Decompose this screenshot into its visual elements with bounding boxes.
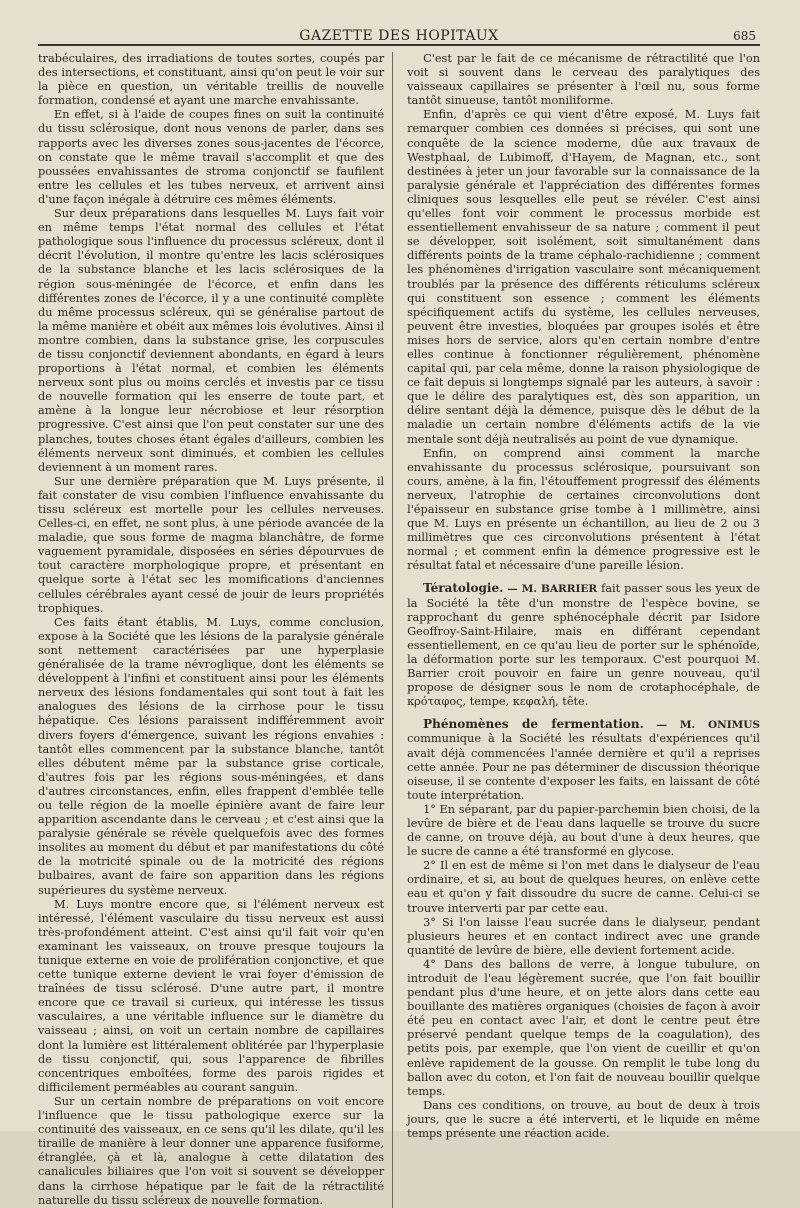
paragraph: C'est par le fait de ce mécanisme de rétractilité que l'on voit si souvent dans le cerveau des paralytiques des vaisseaux capillaires se présenter à l'œil nu, sous forme tantôt sinueuse, tantôt moniliforme. <box>407 52 760 108</box>
section-author: — M. ONIMUS <box>656 719 761 732</box>
page-number: 685 <box>733 29 756 43</box>
paragraph: M. Luys montre encore que, si l'élément nerveux est intéressé, l'élément vasculaire du tissu nerveux est aussi très-profondément atteint. C'est ainsi qu'il fait voir qu'en examinant les vaisseaux, on trouve presque toujours la tunique externe en voie de prolifération conjonctive, et que cette tunique externe devient le vrai foyer d'émission de traînées de tissu sclérosé. D'une autre part, il montre encore que ce travail si curieux, qui intéresse les tissus vasculaires, a une véritable influence sur le diamètre du vaisseau ; ainsi, on voit un certain nombre de capillaires dont la lumière est littéralement oblitérée par l'hyperplasie de tissu conjonctif, qui, sous l'apparence de fibrilles concentriques emboîtées, forme des parois rigides et difficilement perméables au courant sanguin. <box>38 897 385 1094</box>
section-text: communique à la Société les résultats d'expériences qu'il avait déjà commencées l'année dernière et qu'il a reprises cette année. Pour ne pas déterminer de discussion théorique oiseuse, il se contente d'exposer les faits, en laissant de côté toute interprétation. <box>407 732 760 802</box>
list-item: 1° En séparant, par du papier-parchemin bien choisi, de la levûre de bière et de l'eau dans laquelle se trouve du sucre de canne, on trouve déjà, au bout d'une à deux heures, que le sucre de canne a été transformé en glycose. <box>407 802 760 859</box>
section-teratologie <box>407 581 760 709</box>
paragraph: Sur une dernière préparation que M. Luys présente, il fait constater de visu combien l'influence envahissante du tissu scléreux est mortelle pour les cellules nerveuses. Celles-ci, en effet, ne sont plus, à une période avancée de la maladie, que sous forme de magma blanchâtre, de forme vaguement pyramidale, disposées en séries dépourvues de tout caractère morphologique propre, et présentant en quelque sorte à l'état sec les momifications d'anciennes cellules cérébrales ayant cessé de jouir de leurs propriétés trophiques. <box>38 474 385 615</box>
section-paragraph <box>407 581 760 709</box>
right-column <box>405 52 760 1208</box>
list-item: 2° Il en est de même si l'on met dans le dialyseur de l'eau ordinaire, et si, au bout de quelques heures, on enlève cette eau et qu'on y fait dissoudre du sucre de canne. Celui-ci se trouve interverti par par cette eau. <box>407 859 760 915</box>
paragraph: Sur deux préparations dans lesquelles M. Luys fait voir en même temps l'état normal des cellules et l'état pathologique sous l'influence du processus scléreux, dont il décrit l'évolution, il montre qu'entre les lacis sclérosiques de la substance blanche et les lacis sclérosiques de la région sous-méningée de l'écorce, et enfin dans les différentes zones de l'écorce, il y a une continuité complète du même processus scléreux, qui se généralise partout de la même manière et obéit aux mêmes lois évolutives. Ainsi il montre combien, dans la substance grise, les corpuscules de tissu conjonctif deviennent abondants, en égard à leurs proportions à l'état normal, et combien les éléments nerveux sont plus ou moins cerclés et investis par ce tissu de nouvelle formation qui les enserre de toute part, et amène à la longue leur nécrobiose et leur résorption progressive. C'est ainsi que l'on peut constater sur une des planches, toutes choses étant égales d'ailleurs, combien les éléments nerveux sont diminués, et combien les cellules deviennent à un moment rares. <box>38 207 385 474</box>
journal-title: GAZETTE DES HOPITAUX <box>299 28 499 44</box>
paragraph: En effet, si à l'aide de coupes fines on suit la continuité du tissu sclérosique, dont nous venons de parler, dans ses rapports avec les diverses zones sous-jacentes de l'écorce, on constate que le même travail s'accomplit et que des poussées envahissantes de stroma conjonctif se faufilent entre les cellules et les tubes nerveux, et arrivent ainsi d'une façon inégale à détruire ces mêmes éléments. <box>38 108 385 206</box>
paragraph: trabéculaires, des irradiations de toutes sortes, coupés par des intersections, et constituant, ainsi qu'on peut le voir sur la pièce en question, un véritable treillis de nouvelle formation, condensé et ayant une marche envahissante. <box>38 52 385 108</box>
page-header <box>38 0 760 46</box>
list-item: 3° Si l'on laisse l'eau sucrée dans le dialyseur, pendant plusieurs heures et en contact indirect avec une grande quantité de levûre de bière, elle devient fortement acide. <box>407 915 760 957</box>
section-fermentation <box>407 717 760 1141</box>
section-author: — M. BARRIER <box>507 583 598 596</box>
paragraph: Enfin, on comprend ainsi comment la marche envahissante du processus sclérosique, poursuivant son cours, amène, à la fin, l'étouffement progressif des éléments nerveux, l'atrophie de certaines circonvolutions dont l'épaisseur en substance grise tombe à 1 millimètre, ainsi que M. Luys en présente un échantillon, au lieu de 2 ou 3 millimètres que ces circonvolutions présentent à l'état normal ; et comment enfin la démence progressive est le résultat fatal et nécessaire d'une pareille lésion. <box>407 446 760 573</box>
section-title: Tératologie. <box>423 581 504 596</box>
two-column-body <box>38 52 760 1208</box>
section-title: Phénomènes de fermentation. <box>423 717 644 732</box>
section-text: fait passer sous les yeux de la Société la tête d'un monstre de l'espèce bovine, se rapprochant du genre sphénocéphale décrit par Isidore Geoffroy-Saint-Hilaire, mais en différant cependant essentiellement, en ce qu'au lieu de porter sur le sphénoïde, la déformation porte sur les temporaux. C'est pourquoi M. Barrier croit pouvoir en faire un genre nouveau, qu'il propose de désigner sous le nom de crotaphocéphale, de κρόταφος, tempe, κεφαλή, tête. <box>407 582 761 709</box>
section-paragraph <box>407 717 760 803</box>
paragraph: Dans ces conditions, on trouve, au bout de deux à trois jours, que le sucre a été interverti, et le liquide en même temps présente une réaction acide. <box>407 1098 760 1141</box>
paragraph: Sur un certain nombre de préparations on voit encore l'influence que le tissu pathologique exerce sur la continuité des vaisseaux, en ce sens qu'il les dilate, qu'il les tiraille de manière à leur donner une apparence fusiforme, étranglée, çà et là, analogue à cette dilatation des canalicules biliaires que l'on voit si souvent se développer dans la cirrhose hépatique par le fait de la rétractilité naturelle du tissu scléreux de nouvelle formation. <box>38 1094 385 1207</box>
paragraph: Enfin, d'après ce qui vient d'être exposé, M. Luys fait remarquer combien ces données si précises, qui sont une conquête de la science moderne, dûe aux travaux de Westphaal, de Lubimoff, d'Hayem, de Magnan, etc., sont destinées à jeter un jour favorable sur la connaissance de la paralysie générale et l'appréciation des différentes formes cliniques sous lesquelles elle peut se révéler. C'est ainsi qu'elles font voir comment le processus morbide est essentiellement envahisseur de sa nature ; comment il peut se développer, soit isolément, soit simultanément dans différents points de la trame céphalo-rachidienne ; comment les phénomènes d'irrigation vasculaire sont mécaniquement troublés par la présence des différents réticulums scléreux qui constituent son essence ; comment les éléments spécifiquement actifs du système, les cellules nerveuses, peuvent être investies, bloquées par groupes isolés et être mises hors de service, alors qu'en certain nombre d'entre elles continue à fonctionner régulièrement, phénomène capital qui, par cela même, donne la raison physiologique de ce fait depuis si longtemps signalé par les auteurs, à savoir : que le délire des paralytiques est, dès son apparition, un délire sentant déjà la démence, puisque dès le début de la maladie un certain nombre d'éléments actifs de la vie mentale sont déjà neutralisés au point de vue dynamique. <box>407 108 760 446</box>
paragraph: Ces faits étant établis, M. Luys, comme conclusion, expose à la Société que les lésions de la paralysie générale sont nettement caractérisées par une hyperplasie généralisée de la trame névroglique, dont les éléments se développent à l'infini et constituent ainsi pour les éléments nerveux des lésions fondamentales qui sont tout à fait les analogues des lésions de la cirrhose pour le tissu hépatique. Ces lésions paraissent indifféremment avoir divers foyers d'émergence, suivant les régions envahies : tantôt elles commencent par la substance blanche, tantôt elles débutent même par la substance grise corticale, d'autres fois par les régions sous-méningées, et dans d'autres circonstances, enfin, elles frappent d'emblée telle ou telle région de la moelle épinière avant de faire leur apparition ascendante dans le cerveau ; et c'est ainsi que la paralysie générale se révèle quelquefois avec des formes insolites au moment du début et par manifestations du côté de la motricité spinale ou de la motricité des régions bulbaires, avant de faire son apparition dans les régions supérieures du système nerveux. <box>38 615 385 897</box>
list-item: 4° Dans des ballons de verre, à longue tubulure, on introduit de l'eau légèrement sucrée, que l'on fait bouillir pendant plus d'une heure, et on jette alors dans cette eau bouillante des matières organiques (choisies de façon à avoir été peu en contact avec l'air, et dont le centre peut être préservé pendant quelque temps de la coagulation), des petits pois, par exemple, que l'on vient de cueillir et qu'on enlève rapidement de la gousse. On remplit le tube long du ballon avec du coton, et l'on fait de nouveau bouillir quelque temps. <box>407 957 760 1098</box>
left-column <box>38 52 393 1208</box>
